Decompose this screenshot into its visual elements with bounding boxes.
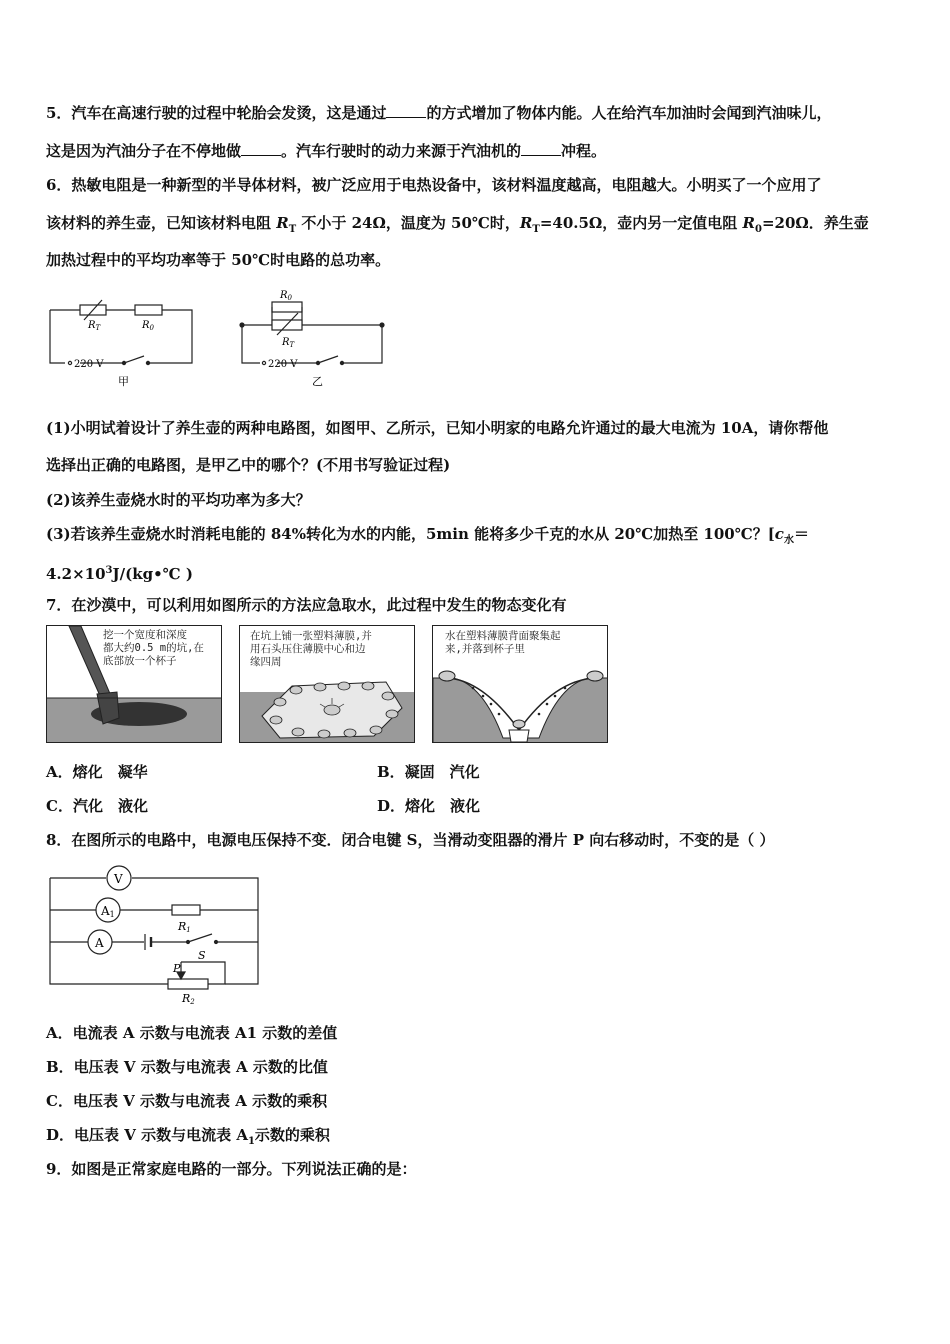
caption-line: 缘四周: [250, 656, 282, 668]
q6-text: (3)若该养生壶烧水时消耗电能的 84%转化为水的内能，5min 能将多少千克的水从 20℃加热至 100℃？[: [46, 525, 775, 543]
r0-symbol: R: [742, 214, 755, 232]
circuit-yi: [232, 285, 402, 390]
q5-text: 冲程。: [561, 142, 607, 160]
q5-text: 5．汽车在高速行驶的过程中轮胎会发烫，这是通过: [46, 104, 387, 122]
caption-line: 在坑上铺一张塑料薄膜,并: [250, 630, 372, 642]
r0-label: $R_0$: [280, 290, 292, 302]
q5-line-1: [46, 103, 831, 123]
caption-line: 挖一个宽度和深度: [103, 629, 187, 641]
q5-text: 的方式增加了物体内能。人在给汽车加油时会闻到汽油味儿，: [426, 104, 832, 122]
q8-option-a[interactable]: A．电流表 A 示数与电流表 A1 示数的差值: [46, 1024, 338, 1042]
q8-option-d-text: 示数的乘积: [254, 1126, 330, 1144]
q5-text: 。汽车行驶时的动力来源于汽油机的: [281, 142, 522, 160]
q6-sub3-line-1: [46, 524, 809, 551]
q5-blank-2[interactable]: [241, 142, 281, 156]
circuit-jia: [40, 285, 210, 390]
q7-stem: 7．在沙漠中，可以利用如图所示的方法应急取水，此过程中发生的物态变化有: [46, 596, 567, 614]
q8-option-d[interactable]: [46, 1125, 330, 1152]
q6-sub2: (2)该养生壶烧水时的平均功率为多大？: [46, 491, 311, 509]
q6-text: J/(kg•℃ ): [112, 565, 193, 583]
film-illustration: [240, 626, 415, 743]
caption-line: 来,并落到杯子里: [445, 643, 525, 655]
q6-sub1-line-2: 选择出正确的电路图，是甲乙中的哪个？(不用书写验证过程): [46, 456, 451, 474]
rt-label: $R_T$: [88, 320, 101, 332]
voltage-label: 220 V: [74, 359, 104, 370]
q6-sub3-line-2: [46, 561, 193, 584]
q7-option-c[interactable]: C．汽化 液化: [46, 797, 148, 815]
rt-sub: T: [288, 224, 297, 235]
q6-text: ＝: [793, 525, 809, 543]
q6-line-2: [46, 213, 869, 240]
condensation-illustration: [433, 626, 608, 743]
r1-label: R1: [178, 920, 191, 934]
caption-yi: 乙: [312, 375, 323, 388]
caption-line: 都大约0.5 m的坑,在: [103, 642, 204, 654]
rt-symbol: R: [276, 214, 289, 232]
r2-label: R2: [182, 992, 195, 1006]
digging-illustration: [47, 626, 222, 743]
switch: [318, 356, 338, 363]
q8-option-b[interactable]: B．电压表 V 示数与电流表 A 示数的比值: [46, 1058, 328, 1076]
r1-resistor: [172, 905, 200, 915]
q7-option-a[interactable]: A．熔化 凝华: [46, 763, 148, 781]
circuit-q8: [48, 862, 268, 1010]
caption-jia: 甲: [118, 375, 129, 388]
exponent: 3: [105, 565, 113, 576]
q6-text: =40.5Ω，壶内另一定值电阻: [539, 214, 743, 232]
q8-option-d-text: D．电压表 V 示数与电流表 A: [46, 1126, 248, 1144]
q9-stem: 9．如图是正常家庭电路的一部分。下列说法正确的是：: [46, 1160, 417, 1178]
slider-wire: [181, 962, 225, 984]
r2-rheostat: [168, 979, 208, 989]
q5-line-2: [46, 141, 606, 161]
c-sub: 水: [783, 535, 794, 546]
q7-panel-2: [239, 625, 415, 743]
q6-line-3: 加热过程中的平均功率等于 50℃时电路的总功率。: [46, 251, 391, 269]
c-symbol: c: [774, 525, 784, 543]
a1-label: A1: [101, 904, 115, 919]
voltmeter-label: V: [114, 872, 123, 886]
q6-text: 该材料的养生壶，已知该材料电阻: [46, 214, 277, 232]
q5-blank-1[interactable]: [386, 104, 426, 118]
q6-line-1: 6．热敏电阻是一种新型的半导体材料，被广泛应用于电热设备中，该材料温度越高，电阻越大。小明买了一个应用了: [46, 176, 822, 194]
voltage-label: 220 V: [268, 359, 298, 370]
r0-sub: 0: [754, 224, 762, 235]
q5-blank-3[interactable]: [521, 142, 561, 156]
q7-panel-3: [432, 625, 608, 743]
rt-label: $R_T$: [282, 337, 295, 349]
r0-resistor: [272, 302, 302, 312]
q6-text: 4.2×10: [46, 565, 106, 583]
r0-resistor: [135, 305, 162, 315]
caption-line: 用石头压住薄膜中心和边: [250, 643, 366, 655]
q7-option-d[interactable]: D．熔化 液化: [377, 797, 481, 815]
q8-stem: 8．在图所示的电路中，电源电压保持不变．闭合电键 S，当滑动变阻器的滑片 P 向右移动时，不变的是（ ）: [46, 831, 775, 849]
q6-text: 不小于 24Ω，温度为 50℃时，: [296, 214, 520, 232]
s-label: S: [198, 949, 206, 962]
caption-line: 水在塑料薄膜背面聚集起: [445, 630, 561, 642]
rt-sub: T: [532, 224, 540, 235]
switch-s: [188, 934, 212, 942]
q6-sub1-line-1: (1)小明试着设计了养生壶的两种电路图，如图甲、乙所示，已知小明家的电路允许通过的最大电流为 10A，请你帮他: [46, 419, 829, 437]
a-label: A: [95, 936, 104, 950]
rt-symbol: R: [519, 214, 533, 232]
a1-sub: 1: [247, 1136, 255, 1147]
q8-option-c[interactable]: C．电压表 V 示数与电流表 A 示数的乘积: [46, 1092, 328, 1110]
p-label: P: [173, 962, 181, 975]
r0-label: $R_0$: [142, 320, 154, 332]
rt-variable-arrow: [84, 300, 102, 320]
switch: [124, 356, 144, 363]
q7-option-b[interactable]: B．凝固 汽化: [377, 763, 480, 781]
caption-line: 底部放一个杯子: [103, 655, 177, 667]
q7-panel-1: [46, 625, 222, 743]
q6-text: =20Ω．养生壶: [761, 214, 869, 232]
q5-text: 这是因为汽油分子在不停地做: [46, 142, 242, 160]
